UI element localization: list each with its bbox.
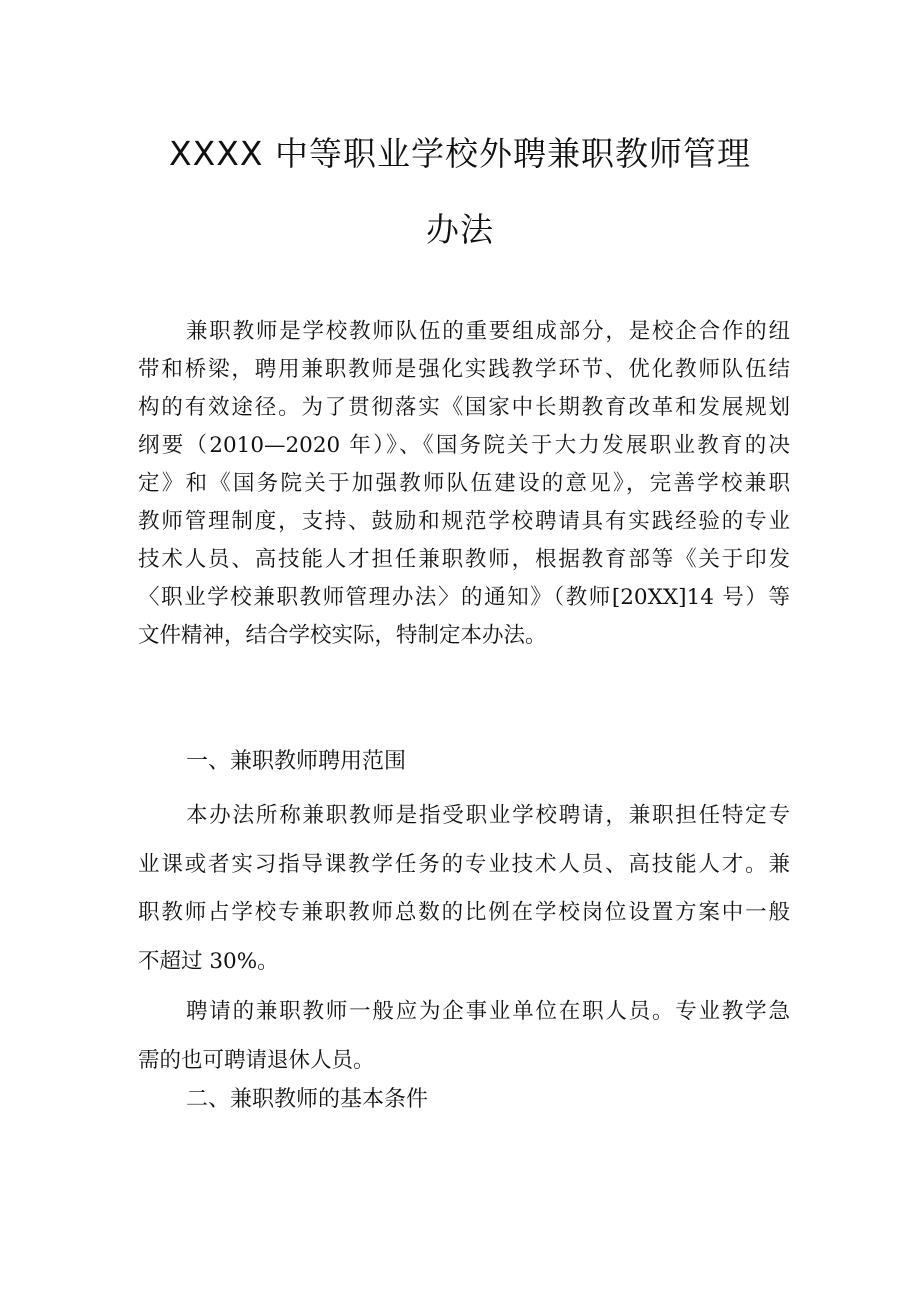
paragraph-line: 〈职业学校兼职教师管理办法〉的通知》（教师[20XX]14 号）等: [138, 585, 790, 610]
section-heading-2: 二、兼职教师的基本条件: [186, 1087, 429, 1112]
paragraph-line: 不超过 30%。: [138, 948, 279, 974]
paragraph-line: 教师管理制度，支持、鼓励和规范学校聘请具有实践经验的专业: [138, 509, 790, 534]
paragraph-line: 聘请的兼职教师一般应为企事业单位在职人员。专业教学急: [186, 999, 790, 1024]
document-title-line-1: XXXX 中等职业学校外聘兼职教师管理: [169, 134, 751, 173]
section-heading-1: 一、兼职教师聘用范围: [186, 749, 407, 774]
paragraph-line: 纲要（2010—2020 年）》、《国务院关于大力发展职业教育的决: [138, 433, 790, 458]
document-title-line-2: 办法: [426, 210, 494, 249]
paragraph-line: 职教师占学校专兼职教师总数的比例在学校岗位设置方案中一般: [138, 900, 790, 925]
intro-paragraph: [138, 313, 790, 655]
retiree-paragraph: [138, 988, 790, 1085]
paragraph-line: 兼职教师是学校教师队伍的重要组成部分，是校企合作的纽: [186, 319, 790, 344]
paragraph-line: 业课或者实习指导课教学任务的专业技术人员、高技能人才。兼: [138, 851, 790, 877]
paragraph-line: 构的有效途径。为了贯彻落实《国家中长期教育改革和发展规划: [138, 395, 790, 420]
paragraph-line: 带和桥梁，聘用兼职教师是强化实践教学环节、优化教师队伍结: [138, 357, 790, 382]
paragraph-line: 需的也可聘请退休人员。: [138, 1047, 375, 1073]
paragraph-line: 本办法所称兼职教师是指受职业学校聘请，兼职担任特定专: [186, 803, 790, 828]
paragraph-line: 定》和《国务院关于加强教师队伍建设的意见》，完善学校兼职: [138, 471, 790, 496]
scope-paragraph: [138, 792, 790, 986]
paragraph-line: 技术人员、高技能人才担任兼职教师，根据教育部等《关于印发: [138, 547, 790, 572]
paragraph-line: 文件精神，结合学校实际，特制定本办法。: [138, 623, 547, 648]
